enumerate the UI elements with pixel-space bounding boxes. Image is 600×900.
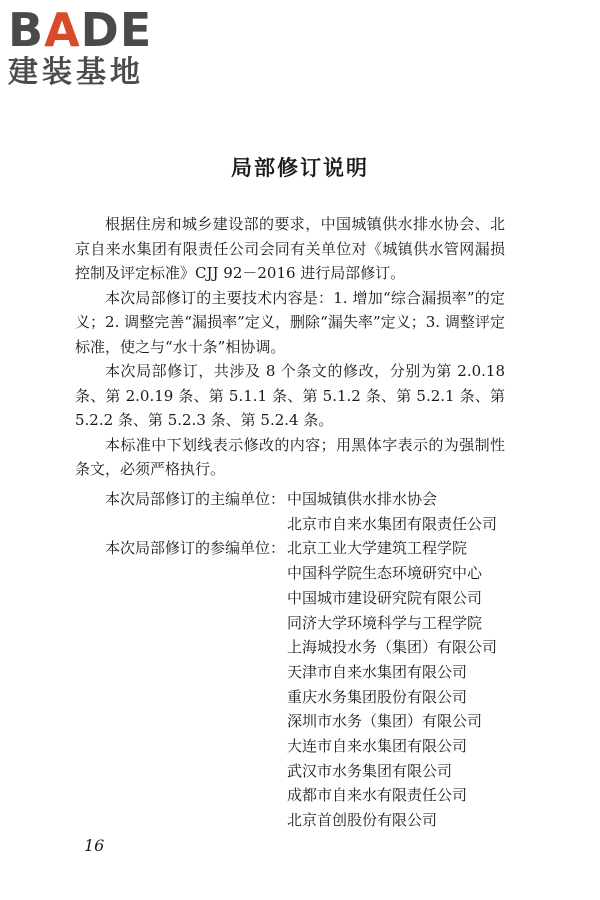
participating-units-label: 本次局部修订的参编单位： [105, 539, 286, 558]
participating-unit: 北京工业大学建筑工程学院 [287, 539, 468, 558]
participating-unit: 大连市自来水集团有限公司 [287, 737, 468, 756]
chief-unit-row [75, 512, 515, 537]
participating-unit: 成都市自来水有限责任公司 [287, 786, 468, 805]
bade-watermark-logo [8, 3, 178, 90]
participating-unit: 天津市自来水集团有限公司 [287, 662, 468, 681]
participating-unit-row [75, 808, 515, 833]
paragraph-background: 根据住房和城乡建设部的要求，中国城镇供水排水协会、北京自来水集团有限责任公司会同有关单位对《城镇供水管网漏损控制及评定标准》CJJ 92－2016 进行局部修订。 [75, 215, 505, 282]
watermark-brand-accent: A [44, 3, 81, 57]
chief-unit-row [75, 487, 515, 512]
page-number: 16 [84, 836, 105, 855]
participating-unit-row [75, 536, 515, 561]
paragraph-notation: 本标准中下划线表示修改的内容；用黑体字表示的为强制性条文，必须严格执行。 [75, 435, 505, 478]
participating-unit-row [75, 783, 515, 808]
participating-unit-row [75, 685, 515, 710]
participating-unit: 中国科学院生态环境研究中心 [287, 564, 483, 583]
participating-unit-row [75, 611, 515, 636]
participating-unit: 上海城投水务（集团）有限公司 [287, 638, 498, 657]
participating-unit-row [75, 561, 515, 586]
participating-unit-row [75, 734, 515, 759]
participating-unit-row [75, 759, 515, 784]
watermark-brand-prefix: B [8, 3, 45, 57]
participating-unit-row [75, 709, 515, 734]
participating-unit: 深圳市水务（集团）有限公司 [287, 712, 483, 731]
participating-unit: 武汉市水务集团有限公司 [287, 761, 453, 780]
watermark-subtitle: 建装基地 [8, 55, 144, 90]
paragraph-technical-content: 本次局部修订的主要技术内容是：1. 增加“综合漏损率”的定义；2. 调整完善“漏损率”定义，删除“漏失率”定义；3. 调整评定标准，使之与“水十条”相协调。 [75, 288, 505, 356]
units-list [75, 487, 515, 833]
chief-unit: 北京市自来水集团有限责任公司 [287, 514, 498, 533]
chief-unit: 中国城镇供水排水协会 [287, 490, 438, 508]
paragraph-clauses: 本次局部修订，共涉及 8 个条文的修改，分别为第 2.0.18 条、第 2.0.19 条、第 5.1.1 条、第 5.1.2 条、第 5.2.1 条、第 5.2.2 条、第 5.2.3 条、第 5.2.4 条。 [75, 362, 505, 429]
participating-unit-row [75, 635, 515, 660]
watermark-brand-suffix: DE [80, 3, 153, 57]
participating-unit-row [75, 660, 515, 685]
participating-unit: 重庆水务集团股份有限公司 [287, 687, 468, 706]
chief-units-label: 本次局部修订的主编单位： [105, 490, 286, 508]
participating-unit-row [75, 586, 515, 611]
revision-description-body [75, 212, 505, 482]
page-title: 局部修订说明 [231, 155, 369, 180]
participating-unit: 北京首创股份有限公司 [287, 811, 438, 830]
participating-unit: 同济大学环境科学与工程学院 [287, 613, 483, 632]
watermark-brand [8, 3, 178, 57]
participating-unit: 中国城市建设研究院有限公司 [287, 588, 483, 607]
